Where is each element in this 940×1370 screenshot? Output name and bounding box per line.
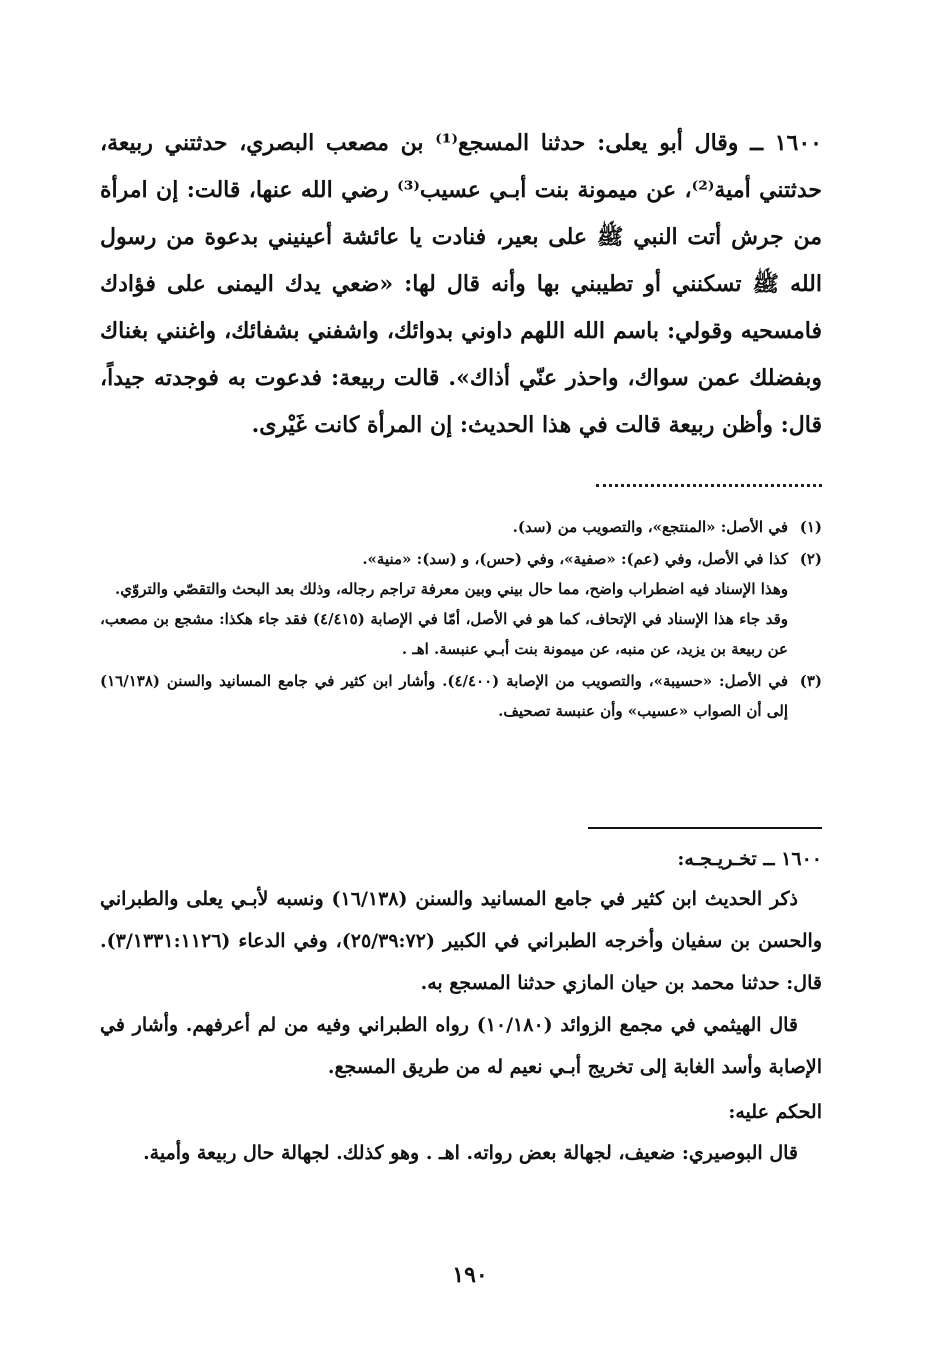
page-number: ١٩٠ — [452, 1262, 488, 1288]
footnote-body — [100, 544, 788, 664]
footnote-number: (١) — [799, 518, 822, 536]
takhrij-paragraph: قال الهيثمي في مجمع الزوائد (١٠/١٨٠) رواه الطبراني وفيه من لم أعرفهم. وأشار في الإصابة وأسد الغابة إلى تخريج أبـي نعيم له من طريق المسجع. — [100, 1014, 822, 1078]
footnote-extra: وقد جاء هذا الإسناد في الإتحاف، كما هو في الأصل، أمّا في الإصابة (٤/٤١٥) فقد جاء هكذا: مشجع بن مصعب، عن ربيعة بن يزيد، عن منبه، عن ميمونة بنت أبـي عنبسة. اهـ . — [100, 610, 788, 658]
hukm-text: قال البوصيري: ضعيف، لجهالة بعض رواته. اهـ . وهو كذلك. لجهالة حال ربيعة وأمية. — [143, 1142, 798, 1164]
footnotes — [100, 512, 822, 728]
hadith-block — [100, 120, 822, 449]
footnote-text: كذا في الأصل، وفي (عم): «صفية»، وفي (حس)، و (سد): «منية». — [362, 550, 788, 568]
footnote-text: في الأصل: «المنتجع»، والتصويب من (سد). — [512, 518, 788, 536]
hadith-text: ١٦٠٠ ــ وقال أبو يعلى: حدثنا المسجع⁽¹⁾ بن مصعب البصري، حدثتني ربيعة، حدثتني أمية⁽²⁾، عن ميمونة بنت أبـي عسيب⁽³⁾ رضي الله عنها، قالت: إن امرأة من جرش أتت النبي ﷺ على بعير، فنادت يا عائشة أعينيني بدعوة من رسول الله ﷺ تسكنني أو تطيبني بها وأنه قال لها: «ضعي يدك اليمنى على فؤادك فامسحيه وقولي: باسم الله اللهم داوني بدوائك، واشفني بشفائك، واغنني بغناك وبفضلك عمن سواك، واحذر عنّي أذاك». قالت ربيعة: فدعوت به فوجدته جيداً، قال: وأظن ربيعة قالت في هذا الحديث: إن المرأة كانت غَيْرى. — [100, 130, 822, 438]
footnote-number: (٢) — [799, 550, 822, 568]
footnote-2 — [100, 544, 822, 664]
takhrij-heading: ١٦٠٠ ــ تخـريـجـه: — [677, 848, 822, 870]
footnote-1 — [100, 512, 822, 542]
hukm-heading: الحكم عليه: — [728, 1101, 822, 1123]
takhrij-section — [100, 840, 822, 1174]
footnote-3 — [100, 666, 822, 726]
footnote-number: (٣) — [799, 672, 822, 690]
takhrij-paragraph: ذكر الحديث ابن كثير في جامع المسانيد والسنن (١٦/١٣٨) ونسبه لأبـي يعلى والطبراني والحسن بن سفيان وأخرجه الطبراني في الكبير (٢٥/٣٩:٧٢)، وفي الدعاء (٣/١٣٣١:١١٢٦). قال: حدثنا محمد بن حيان المازي حدثنا المسجع به. — [100, 888, 822, 994]
section-divider — [588, 827, 822, 829]
footnote-extra: وهذا الإسناد فيه اضطراب واضح، مما حال بيني وبين معرفة تراجم رجاله، وذلك بعد البحث والتقصّي والتروّي. — [115, 580, 788, 598]
footnote-text: في الأصل: «حسيبة»، والتصويب من الإصابة (٤/٤٠٠). وأشار ابن كثير في جامع المسانيد والسنن (١٦/١٣٨) إلى أن الصواب «عسيب» وأن عنبسة تصحيف. — [100, 672, 788, 720]
footnote-separator-dots — [596, 484, 822, 491]
